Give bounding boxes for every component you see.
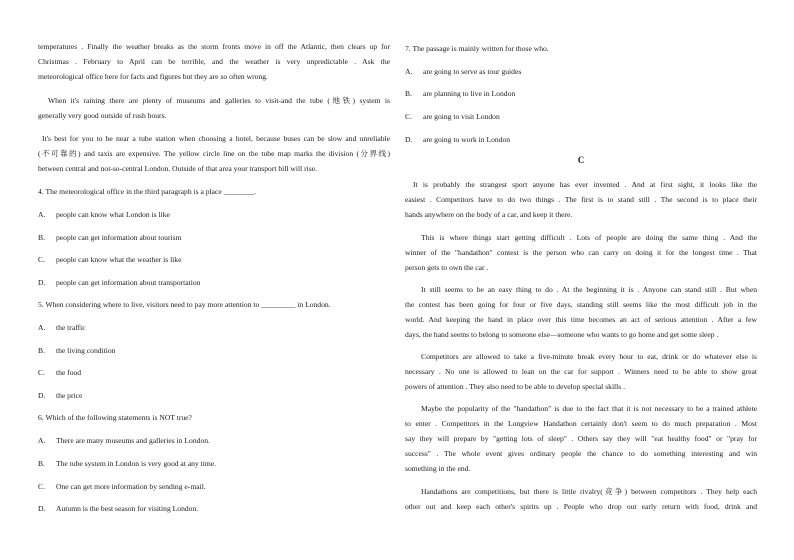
text-line: something in the end. xyxy=(405,464,471,473)
option-text: are going to visit London xyxy=(423,112,500,121)
question-7-option-c xyxy=(405,109,500,124)
text-line: Maybe the popularity of the "handathon" is due to the fact that it is not necessary to be a trained athlete xyxy=(421,404,757,413)
text-line: meteorological office here for facts and figures but they are so often wrong. xyxy=(38,72,268,81)
text-line: It is probably the strangest sport anyone has ever invented . And at first sight, it looks like the xyxy=(413,180,757,189)
question-4-option-b xyxy=(38,230,181,245)
option-letter: B. xyxy=(38,346,45,355)
text-line: When it's raining there are plenty of museums and galleries to visit-and the tube (地铁) system is xyxy=(48,96,390,105)
question-4-stem: 4. The meteorological office in the third paragraph is a place ________. xyxy=(38,187,256,196)
question-7-stem: 7. The passage is mainly written for those who. xyxy=(405,44,549,53)
text-line: to enter . Competitors in the Longview Handathon certainly don't seem to do much preparation . Most xyxy=(405,419,757,428)
question-4-option-a xyxy=(38,207,170,222)
option-letter: A. xyxy=(405,67,413,76)
option-text: people can get information about transportation xyxy=(56,278,201,287)
text-line: hands anywhere on the body of a car, and keep it there. xyxy=(405,210,573,219)
option-letter: D. xyxy=(38,278,46,287)
text-line: between central and not-so-central London. Outside of that area your transport bill will rise. xyxy=(38,164,317,173)
option-letter: C. xyxy=(38,482,45,491)
question-5-option-a xyxy=(38,320,86,335)
text-line: It's best for you to be near a tube station when choosing a hotel, because buses can be slow and unreliable xyxy=(42,134,390,143)
text-line: This is where things start getting difficult . Lots of people are doing the same thing . And the xyxy=(421,233,757,242)
option-letter: A. xyxy=(38,436,46,445)
question-4-option-d xyxy=(38,275,200,290)
option-text: people can get information about tourism xyxy=(56,233,182,242)
text-line: powers of attention . They also need to be able to develop special skills . xyxy=(405,382,626,391)
text-line: (不可靠的) and taxis are expensive. The yellow circle line on the tube map marks the division (分界线) xyxy=(38,149,390,158)
text-line: Competitors are allowed to take a five-minute break every hour to eat, drink or do whatever else is xyxy=(421,352,757,361)
text-line: winner of the "handathon" contest is the person who can carry on doing it for the longest time . That xyxy=(405,248,757,257)
text-line: days, the hand seems to belong to someone else—someone who wants to go home and get some sleep . xyxy=(405,330,719,339)
passage-paragraph xyxy=(405,349,757,394)
text-line: other out and keep each other's spirits up . People who drop out early return with food, drink and xyxy=(405,502,757,511)
question-7-option-d xyxy=(405,132,510,147)
option-text: There are many museums and galleries in London. xyxy=(56,436,210,445)
option-letter: D. xyxy=(38,504,46,513)
option-text: the living condition xyxy=(56,346,116,355)
text-line: It still seems to be an easy thing to do . At the beginning it is . Anyone can stand still . But when xyxy=(421,285,757,294)
question-6-option-b xyxy=(38,456,216,471)
question-5-option-c xyxy=(38,365,81,380)
question-6-stem: 6. Which of the following statements is NOT true? xyxy=(38,413,192,422)
text-line: say they will prepare by "getting lots of sleep" . Others say they will "eat healthy food" or "pray for xyxy=(405,434,757,443)
passage-paragraph xyxy=(405,401,757,476)
paragraph-rain xyxy=(38,93,390,123)
question-6-option-c xyxy=(38,479,206,494)
text-line: generally very good outside of rush hours. xyxy=(38,111,167,120)
question-5-option-d xyxy=(38,388,82,403)
section-heading: C xyxy=(577,155,585,165)
option-text: people can know what London is like xyxy=(56,210,170,219)
option-text: One can get more information by sending e-mail. xyxy=(56,482,206,491)
option-letter: B. xyxy=(38,233,45,242)
text-line: world. And keeping the hand in place over this time becomes an act of serious attention . After a few xyxy=(405,315,757,324)
text-line: the contest has been going for four or five days, standing still seems like the most difficult job in the xyxy=(405,300,757,309)
option-text: the price xyxy=(56,391,83,400)
option-letter: B. xyxy=(38,459,45,468)
question-7-option-a xyxy=(405,64,521,79)
option-letter: C. xyxy=(405,112,412,121)
option-text: the traffic xyxy=(56,323,86,332)
question-6-option-d xyxy=(38,501,198,516)
text-line: Handathons are competitions, but there is little rivalry(竞争) between competitors . They help each xyxy=(421,487,757,496)
option-text: people can know what the weather is like xyxy=(56,255,182,264)
option-letter: B. xyxy=(405,89,412,98)
question-6-option-a xyxy=(38,433,210,448)
text-line: success" . The whole event gives ordinary people the chance to do something interesting and win xyxy=(405,449,757,458)
question-5-stem: 5. When considering where to live, visitors need to pay more attention to _________ in London. xyxy=(38,300,331,309)
passage-paragraph xyxy=(405,177,757,222)
option-text: the food xyxy=(56,368,82,377)
option-letter: C. xyxy=(38,368,45,377)
option-text: Autumn is the best season for visiting London. xyxy=(56,504,199,513)
option-letter: A. xyxy=(38,323,46,332)
paragraph-tube xyxy=(38,131,390,176)
text-line: person gets to own the car . xyxy=(405,263,489,272)
option-letter: D. xyxy=(38,391,46,400)
passage-paragraph xyxy=(405,230,757,275)
text-line: necessary . No one is allowed to lean on the car for support . Winners need to be able to show great xyxy=(405,367,757,376)
passage-paragraph xyxy=(405,282,757,342)
question-7-option-b xyxy=(405,86,515,101)
option-letter: D. xyxy=(405,135,413,144)
option-text: are going to serve as tour guides xyxy=(423,67,522,76)
text-line: temperatures . Finally the weather breaks as the storm fronts move in off the Atlantic, then clears up for xyxy=(38,42,390,51)
option-letter: C. xyxy=(38,255,45,264)
option-text: The tube system in London is very good at any time. xyxy=(56,459,217,468)
text-line: Christmas . February to April can be terrible, and the weather is very unpredictable . Ask the xyxy=(38,57,390,66)
question-5-option-b xyxy=(38,343,115,358)
option-letter: A. xyxy=(38,210,46,219)
text-line: easiest . Competitors have to do two things . The first is to stand still . The second is to place their xyxy=(405,195,757,204)
passage-paragraph xyxy=(405,484,757,514)
option-text: are going to work in London xyxy=(423,135,511,144)
paragraph-weather xyxy=(38,39,390,84)
option-text: are planning to live in London xyxy=(423,89,516,98)
question-4-option-c xyxy=(38,252,181,267)
